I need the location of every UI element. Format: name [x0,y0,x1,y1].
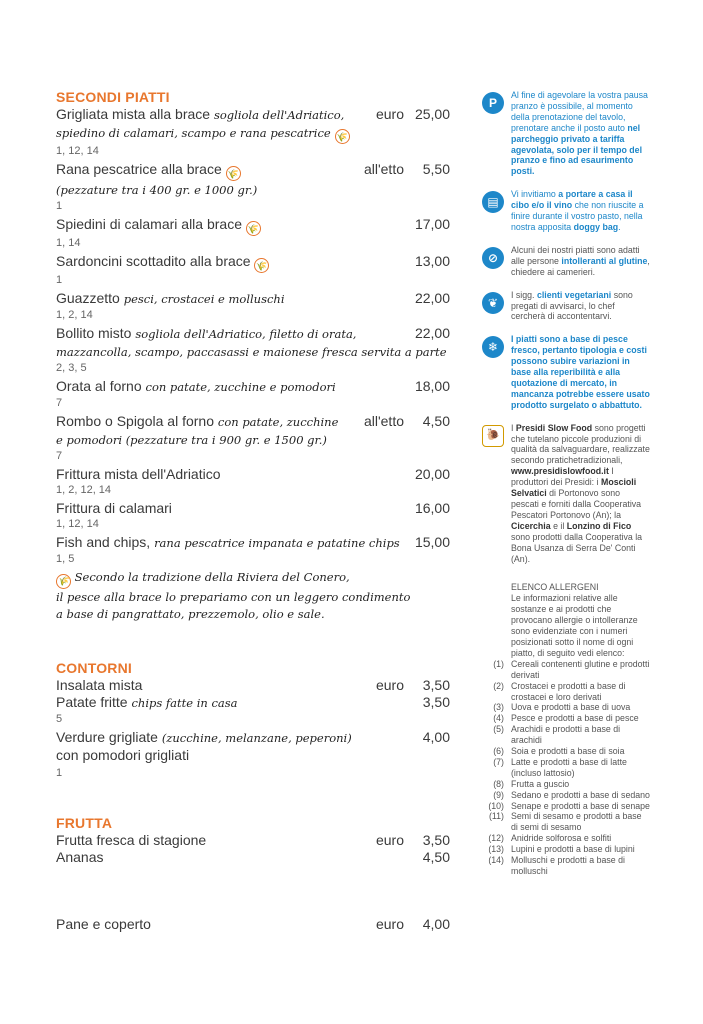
menu-item: Patate fritte chips fatte in casa 3,50 [56,694,450,710]
vegetarian-info: ❦ I sigg. clienti vegetariani sono pregati di avvisarci, lo chef cercherà di accontentarvi. [480,290,650,323]
allergen-row: (13) Lupini e prodotti a base di lupini [488,844,635,855]
leaf-icon: ❦ [482,292,504,314]
wheat-icon: 🌾 [335,129,350,144]
allergen-row: (2) Crostacei e prodotti a base di crostacei e loro derivati [493,680,626,702]
allergen-row: (14) Molluschi e prodotti a base di molluschi [488,855,625,876]
wheat-icon: 🌾 [226,166,241,181]
allergen-codes: 7 [56,397,63,409]
menu-item: Guazzetto pesci, crostacei e molluschi 22,00 [56,290,450,306]
section-title-contorni: CONTORNI [56,660,133,676]
section-title-frutta: FRUTTA [56,815,113,831]
menu-column [56,88,450,933]
parking-info: P Al fine di agevolare la vostra pausa pranzo è possibile, al momento della prenotazione del tavolo, prenotare anche il posto auto nel parcheggio privato a tariffa agevolata, solo per il tempo del pranzo e fino ad esaurimento posti. [480,90,650,177]
menu-item: Insalata mista euro 3,50 [56,677,450,693]
section-title-secondi: SECONDI PIATTI [56,89,170,105]
grill-note: 🌾 Secondo la tradizione della Riviera del Conero, il pesce alla brace lo prepariamo con un leggero condimento a base di pangrattato, prezzemolo, olio e sale. [56,570,411,621]
snowflake-icon: ❄ [482,336,504,358]
allergen-codes: 1, 2, 12, 14 [56,484,112,496]
allergen-codes: 1 [56,200,63,212]
sidebar-info [480,90,650,877]
wheat-icon: 🌾 [254,258,269,273]
menu-item: Ananas 4,50 [56,849,450,865]
doggy-bag-icon: ▤ [482,191,504,213]
allergen-codes: 1 [56,274,63,286]
allergen-codes: 1 [56,767,63,779]
allergen-row: (4) Pesce e prodotti a base di pesce [493,713,639,724]
allergen-codes: 1, 12, 14 [56,518,99,530]
allergen-legend: ELENCO ALLERGENI Le informazioni relative alle sostanze e ai prodotti che provocano allergie o intolleranze sono evidenziate con i numeri posizionati sotto il nome di ogni piatto, di seguito vedi elenco: [511,582,638,658]
allergen-row: (9) Sedano e prodotti a base di sedano [493,789,650,800]
allergen-row: (3) Uova e prodotti a base di uova [493,702,631,713]
parking-icon: P [482,92,504,114]
allergen-codes: 7 [56,450,63,462]
allergen-row: (8) Frutta a guscio [493,778,570,789]
allergen-row: (5) Arachidi e prodotti a base di arachidi [493,724,621,746]
allergen-row: (12) Anidride solforosa e solfiti [488,833,612,844]
allergen-codes: 2, 3, 5 [56,362,87,374]
allergen-codes: 5 [56,713,63,725]
menu-item: Orata al forno con patate, zucchine e pomodori 18,00 [56,378,450,394]
allergen-row: (11) Semi di sesamo e prodotti a base di semi di sesamo [489,811,642,833]
allergen-row: (7) Latte e prodotti a base di latte (incluso lattosio) [493,756,627,778]
menu-item: Fish and chips, rana pescatrice impanata e patatine chips 15,00 [56,534,450,550]
menu-item: Spiedini di calamari alla brace 🌾 17,00 [56,216,450,234]
allergen-codes: 1, 2, 14 [56,309,93,321]
menu-item: Rana pescatrice alla brace 🌾 (pezzature tra i 400 gr. e 1000 gr.) all'etto 5,50 [56,161,450,197]
allergen-codes: 1, 12, 14 [56,145,99,157]
doggy-bag-info: ▤ Vi invitiamo a portare a casa il cibo e/o il vino che non riuscite a finire durante il vostro pasto, nella nostra apposita doggy bag. [480,189,650,233]
allergen-list [480,659,650,877]
menu-item: Verdure grigliate (zucchine, melanzane, peperoni) con pomodori grigliati 4,00 [56,729,450,763]
menu-item: Frittura mista dell'Adriatico 20,00 [56,466,450,482]
menu-item: Sardoncini scottadito alla brace 🌾 13,00 [56,253,450,271]
allergen-row: (10) Senape e prodotti a base di senape [488,800,650,811]
menu-item: Frittura di calamari 16,00 [56,500,450,516]
menu-item: Grigliata mista alla brace sogliola dell'Adriatico, spiedino di calamari, scampo e rana pescatrice 🌾 euro 25,00 [56,106,450,142]
allergen-codes: 1, 5 [56,553,75,565]
gluten-info: ⊘ Alcuni dei nostri piatti sono adatti alle persone intolleranti al glutine, chiedere ai camerieri. [480,245,650,278]
wheat-icon: 🌾 [246,221,261,236]
allergen-row: (1) Cereali contenenti glutine e prodotti derivati [493,658,650,680]
menu-item: Frutta fresca di stagione euro 3,50 [56,832,450,848]
slow-food-info: 🐌 I Presidi Slow Food sono progetti che tutelano piccole produzioni di qualità da salvaguardare, realizzate secondo pratichetradizionali, www.presidislowfood.it I produttori dei Presidi: i Moscioli Selvatici di Portonovo sono pescati e forniti dalla Cooperativa Pescatori Portonovo (An); la Cicerchia e il Lonzino di Fico sono prodotti dalla Cooperativa la Bona Usanza di Serra De' Conti (An). [480,423,650,565]
menu-item: Bollito misto sogliola dell'Adriatico, filetto di orata, mazzancolla, scampo, paccasassi e maionese fresca servita a parte 22,00 [56,325,450,359]
menu-item: Rombo o Spigola al forno con patate, zucchine e pomodori (pezzature tra i 900 gr. e 1500 gr.) all'etto 4,50 [56,413,450,447]
frozen-info: ❄ I piatti sono a base di pesce fresco, pertanto tipologia e costi possono subire variazioni in base alla reperibilità e alla quotazione di mercato, in mancanza potrebbe essere usato prodotto surgelato o abbattuto. [480,334,650,410]
menu-item-coperto: Pane e coperto euro 4,00 [56,916,450,932]
gluten-free-icon: ⊘ [482,247,504,269]
slow-food-icon: 🐌 [482,425,504,447]
allergen-codes: 1, 14 [56,237,81,249]
wheat-icon: 🌾 [56,574,71,589]
allergen-row: (6) Soia e prodotti a base di soia [493,746,625,757]
